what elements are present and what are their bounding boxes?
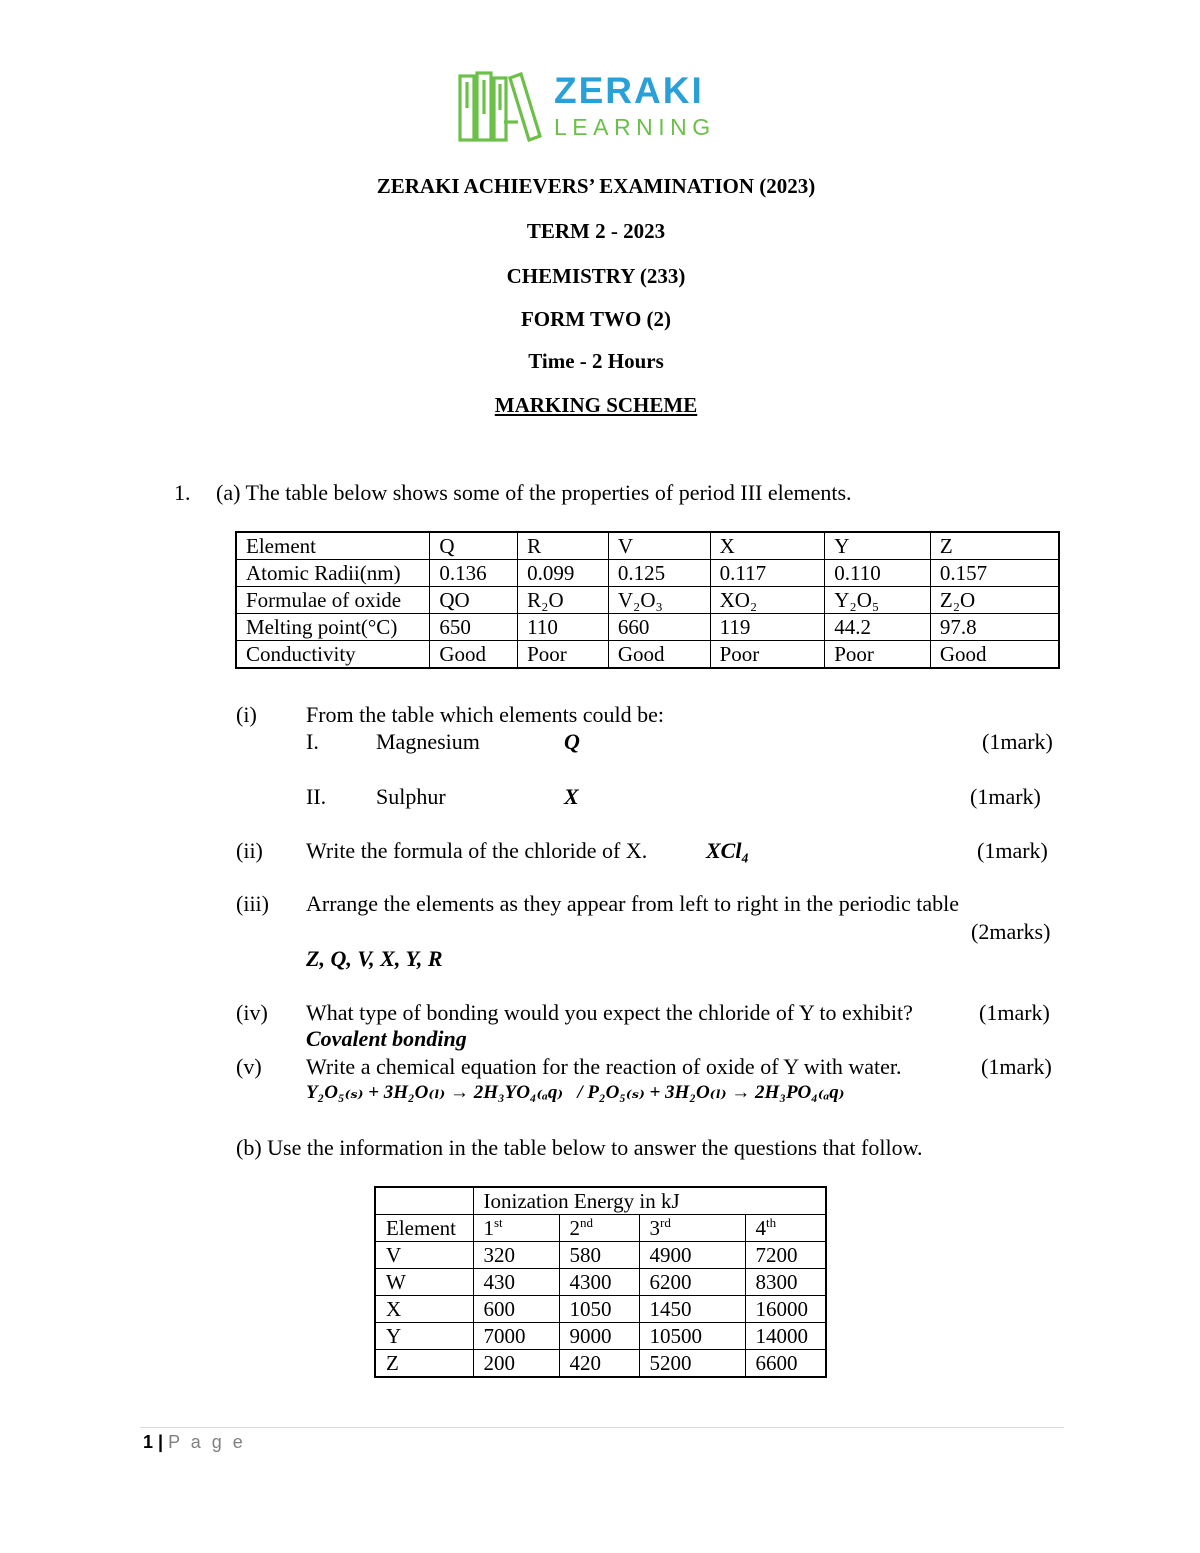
table-cell: Poor bbox=[825, 641, 931, 669]
sub-question-v-text: Write a chemical equation for the reaction of oxide of Y with water. bbox=[306, 1054, 902, 1079]
table-row bbox=[375, 1350, 826, 1378]
table-cell: Element bbox=[236, 532, 430, 560]
table-cell: 0.117 bbox=[710, 560, 825, 587]
table-cell: 97.8 bbox=[930, 614, 1059, 641]
table-cell: V₂O₃ bbox=[608, 587, 710, 614]
table-cell: X bbox=[710, 532, 825, 560]
table-cell: R bbox=[518, 532, 609, 560]
table-cell: 430 bbox=[473, 1269, 559, 1296]
table-cell: Poor bbox=[518, 641, 609, 669]
sub-question-v-marks: (1mark) bbox=[981, 1054, 1052, 1079]
table-row bbox=[375, 1296, 826, 1323]
table-cell: Y₂O₅ bbox=[825, 587, 931, 614]
table-cell: 4900 bbox=[639, 1242, 745, 1269]
item-II-number: II. bbox=[306, 784, 327, 809]
properties-table bbox=[235, 531, 1060, 669]
table-cell: 44.2 bbox=[825, 614, 931, 641]
table-cell: Conductivity bbox=[236, 641, 430, 669]
table-row bbox=[236, 587, 1059, 614]
logo-brand: ZERAKI bbox=[554, 70, 704, 111]
table-cell: 420 bbox=[559, 1350, 639, 1378]
ionization-order-header: 2nd bbox=[559, 1215, 639, 1242]
question-number: 1. bbox=[174, 480, 191, 505]
question-1a-text: (a) The table below shows some of the properties of period III elements. bbox=[216, 480, 852, 505]
ionization-order-header: 3rd bbox=[639, 1215, 745, 1242]
table-cell: Good bbox=[930, 641, 1059, 669]
table-cell: 6200 bbox=[639, 1269, 745, 1296]
sub-question-v-number: (v) bbox=[236, 1054, 262, 1079]
item-I-number: I. bbox=[306, 729, 319, 754]
item-I-marks: (1mark) bbox=[982, 729, 1053, 754]
exam-title: ZERAKI ACHIEVERS’ EXAMINATION (2023) bbox=[376, 174, 816, 198]
item-II-label: Sulphur bbox=[376, 784, 446, 809]
page-label: P a g e bbox=[168, 1432, 246, 1452]
ionization-order-header: 4th bbox=[745, 1215, 826, 1242]
table-row bbox=[236, 641, 1059, 669]
element-header: Element bbox=[375, 1215, 473, 1242]
table-row bbox=[236, 614, 1059, 641]
table-cell: 7000 bbox=[473, 1323, 559, 1350]
table-cell: 6600 bbox=[745, 1350, 826, 1378]
table-cell: 0.136 bbox=[430, 560, 518, 587]
table-cell: 1450 bbox=[639, 1296, 745, 1323]
sub-question-iv-marks: (1mark) bbox=[979, 1000, 1050, 1025]
table-cell: 600 bbox=[473, 1296, 559, 1323]
table-row bbox=[375, 1187, 826, 1215]
table-cell: XO₂ bbox=[710, 587, 825, 614]
table-cell: Formulae of oxide bbox=[236, 587, 430, 614]
table-cell: V bbox=[608, 532, 710, 560]
item-II-answer: X bbox=[564, 784, 579, 809]
table-cell: Z₂O bbox=[930, 587, 1059, 614]
table-row bbox=[375, 1269, 826, 1296]
table-row bbox=[375, 1242, 826, 1269]
table-cell: 650 bbox=[430, 614, 518, 641]
table-cell: 119 bbox=[710, 614, 825, 641]
page-footer bbox=[143, 1432, 246, 1453]
table-cell: Melting point(°C) bbox=[236, 614, 430, 641]
table-cell: Z bbox=[375, 1350, 473, 1378]
table-cell: QO bbox=[430, 587, 518, 614]
sub-question-ii-answer: XCl₄ bbox=[706, 838, 750, 863]
table-row bbox=[375, 1323, 826, 1350]
table-cell: 0.110 bbox=[825, 560, 931, 587]
ionization-energy-title: Ionization Energy in kJ bbox=[473, 1187, 826, 1215]
table-cell: Good bbox=[608, 641, 710, 669]
table-cell: 10500 bbox=[639, 1323, 745, 1350]
term-title: TERM 2 - 2023 bbox=[526, 219, 666, 243]
sub-question-ii-number: (ii) bbox=[236, 838, 263, 863]
page-number: 1 bbox=[143, 1432, 154, 1452]
sub-question-i-text: From the table which elements could be: bbox=[306, 702, 665, 727]
page-separator: | bbox=[158, 1432, 164, 1452]
table-cell: X bbox=[375, 1296, 473, 1323]
table-cell: Atomic Radii(nm) bbox=[236, 560, 430, 587]
table-cell: Y bbox=[825, 532, 931, 560]
sub-question-ii-marks: (1mark) bbox=[977, 838, 1048, 863]
table-row bbox=[375, 1215, 826, 1242]
sub-question-i-number: (i) bbox=[236, 702, 257, 727]
table-cell: 14000 bbox=[745, 1323, 826, 1350]
sub-question-iii-marks: (2marks) bbox=[971, 919, 1051, 944]
table-cell: 4300 bbox=[559, 1269, 639, 1296]
zeraki-logo bbox=[458, 70, 748, 146]
ionization-order-header: 1st bbox=[473, 1215, 559, 1242]
item-I-label: Magnesium bbox=[376, 729, 480, 754]
table-cell: 7200 bbox=[745, 1242, 826, 1269]
table-cell: 9000 bbox=[559, 1323, 639, 1350]
table-cell: 110 bbox=[518, 614, 609, 641]
table-cell: 320 bbox=[473, 1242, 559, 1269]
table-cell: 580 bbox=[559, 1242, 639, 1269]
sub-question-iii-number: (iii) bbox=[236, 891, 269, 916]
table-row bbox=[236, 532, 1059, 560]
sub-question-iii-text: Arrange the elements as they appear from left to right in the periodic table bbox=[306, 891, 960, 916]
table-cell: 0.157 bbox=[930, 560, 1059, 587]
table-cell: 0.125 bbox=[608, 560, 710, 587]
sub-question-iv-number: (iv) bbox=[236, 1000, 268, 1025]
item-I-answer: Q bbox=[564, 729, 580, 754]
table-cell: Z bbox=[930, 532, 1059, 560]
books-icon bbox=[458, 70, 542, 146]
sub-question-v-answer: Y₂O₅₍ₛ₎ + 3H₂O₍ₗ₎ → 2H₃YO₄₍ₐq₎ / P₂O₅₍ₛ₎ + 3H₂O₍ₗ₎ → 2H₃PO₄₍ₐq₎ bbox=[306, 1082, 845, 1103]
question-1b-text: (b) Use the information in the table below to answer the questions that follow. bbox=[236, 1135, 923, 1160]
subject-title: CHEMISTRY (233) bbox=[506, 264, 686, 288]
sub-question-ii-text: Write the formula of the chloride of X. bbox=[306, 838, 648, 863]
table-cell: V bbox=[375, 1242, 473, 1269]
table-cell: W bbox=[375, 1269, 473, 1296]
table-cell: Poor bbox=[710, 641, 825, 669]
table-cell: Y bbox=[375, 1323, 473, 1350]
table-cell: R₂O bbox=[518, 587, 609, 614]
sub-question-iv-answer: Covalent bonding bbox=[306, 1026, 467, 1051]
item-II-marks: (1mark) bbox=[970, 784, 1041, 809]
table-cell: 200 bbox=[473, 1350, 559, 1378]
sub-question-iii-answer: Z, Q, V, X, Y, R bbox=[306, 946, 443, 971]
table-cell: 660 bbox=[608, 614, 710, 641]
table-cell: Q bbox=[430, 532, 518, 560]
sub-question-iv-text: What type of bonding would you expect the chloride of Y to exhibit? bbox=[306, 1000, 913, 1025]
table-cell bbox=[375, 1187, 473, 1215]
ionization-energy-table bbox=[374, 1186, 827, 1378]
marking-scheme-title: MARKING SCHEME bbox=[494, 393, 698, 417]
table-row bbox=[236, 560, 1059, 587]
form-title: FORM TWO (2) bbox=[520, 307, 672, 331]
table-cell: 0.099 bbox=[518, 560, 609, 587]
footer-divider bbox=[140, 1427, 1064, 1428]
table-cell: Good bbox=[430, 641, 518, 669]
logo-subtitle: LEARNING bbox=[554, 114, 716, 140]
time-title: Time - 2 Hours bbox=[528, 349, 664, 373]
table-cell: 16000 bbox=[745, 1296, 826, 1323]
table-cell: 5200 bbox=[639, 1350, 745, 1378]
table-cell: 1050 bbox=[559, 1296, 639, 1323]
table-cell: 8300 bbox=[745, 1269, 826, 1296]
